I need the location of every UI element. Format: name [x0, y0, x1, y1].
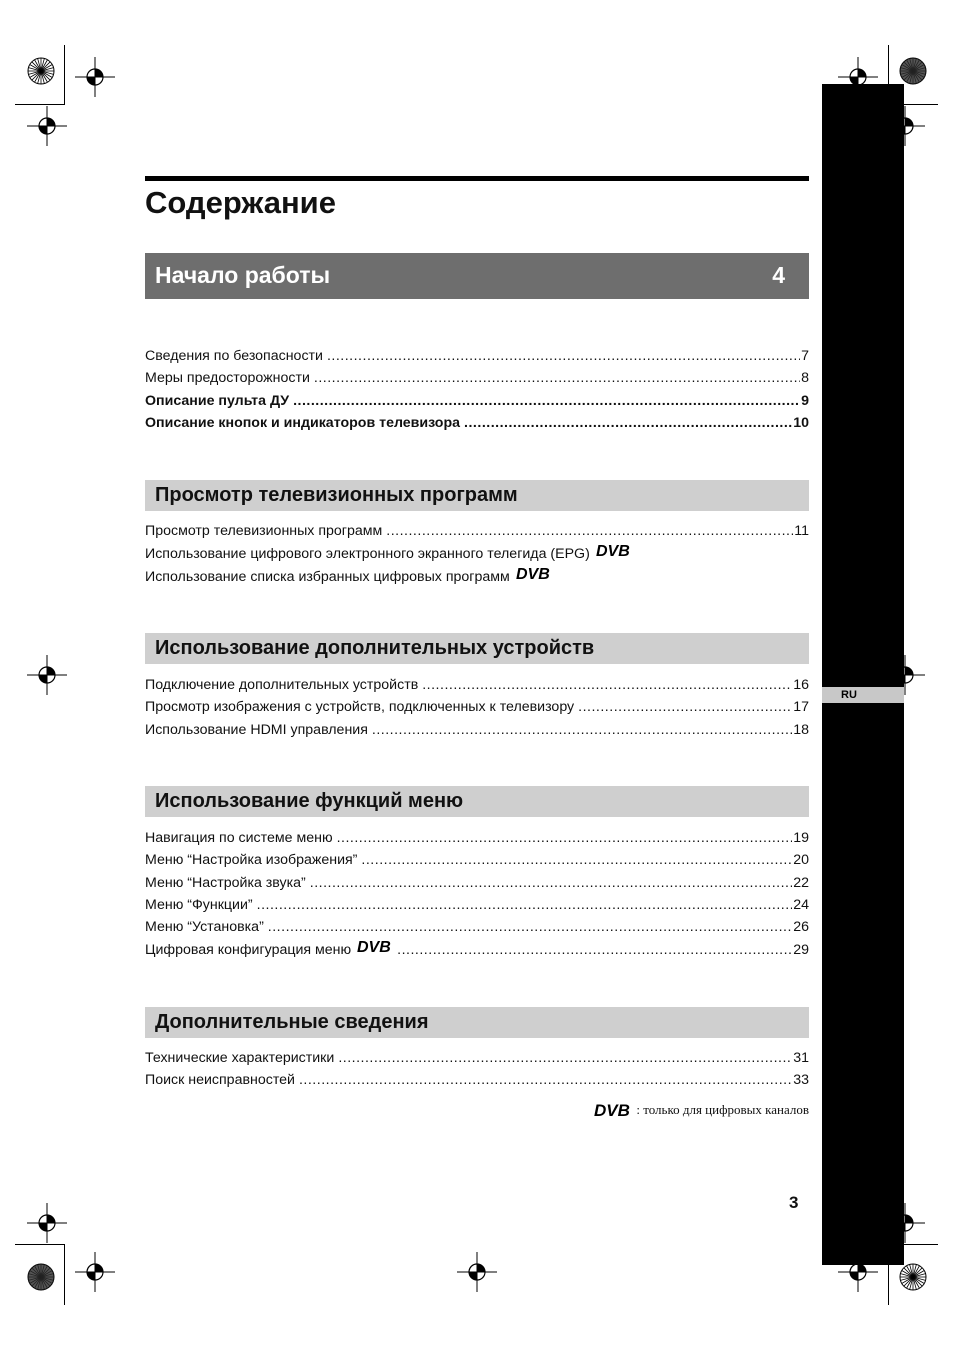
toc-entry[interactable]: Технические характеристики ..... 31 — [145, 1047, 809, 1069]
color-rosette-icon — [27, 57, 55, 85]
toc-list-additional-info — [145, 1047, 809, 1092]
toc-entry[interactable]: Просмотр телевизионных программ ..... 11 — [145, 520, 809, 542]
registration-mark-icon — [838, 57, 878, 97]
crop-line — [888, 45, 889, 105]
crop-line — [15, 1244, 65, 1245]
toc-entry[interactable]: Меню “Установка” ..... 26 — [145, 916, 809, 938]
svg-text:DVB: DVB — [595, 543, 630, 559]
toc-entry[interactable]: Использование списка избранных цифровых программ DVB — [145, 565, 809, 587]
dvb-footnote — [594, 1101, 809, 1118]
svg-text:DVB: DVB — [594, 1101, 631, 1118]
registration-mark-icon — [885, 1203, 925, 1243]
crop-line — [15, 104, 65, 105]
registration-mark-icon — [885, 655, 925, 695]
toc-entry[interactable]: Использование HDMI управления ..... 18 — [145, 719, 809, 741]
dvb-logo-icon — [594, 1101, 632, 1118]
toc-entry[interactable]: Описание пульта ДУ ..... 9 — [145, 390, 809, 412]
dvb-logo-icon — [596, 542, 632, 558]
registration-mark-icon — [27, 106, 67, 146]
section-additional-info[interactable] — [145, 1007, 809, 1038]
section-optional-equipment[interactable] — [145, 633, 809, 664]
toc-list-getting-started — [145, 345, 809, 434]
toc-list-menu-functions — [145, 827, 809, 961]
section-title: Использование функций меню — [155, 790, 464, 812]
crop-line — [878, 1244, 938, 1245]
toc-entry[interactable]: Использование цифрового электронного экранного телегида (EPG) DVB — [145, 542, 809, 564]
toc-entry[interactable]: Меню “Настройка изображения” ..... 20 — [145, 849, 809, 871]
svg-text:DVB: DVB — [357, 939, 391, 955]
crop-line — [64, 1245, 65, 1305]
footnote-text: : только для цифровых каналов — [636, 1101, 809, 1117]
color-rosette-icon — [27, 1263, 55, 1291]
toc-list-watching-tv — [145, 520, 809, 587]
section-title: Дополнительные сведения — [155, 1011, 429, 1033]
toc-list-optional-equipment — [145, 674, 809, 741]
toc-entry[interactable]: Поиск неисправностей ..... 33 — [145, 1069, 809, 1091]
title-rule — [145, 176, 809, 181]
svg-text:DVB: DVB — [515, 565, 550, 581]
color-rosette-icon — [899, 1263, 927, 1291]
page-title: Содержание — [145, 185, 336, 220]
toc-entry[interactable]: Меню “Функции” ..... 24 — [145, 894, 809, 916]
crop-line — [888, 1245, 889, 1305]
registration-mark-icon — [75, 57, 115, 97]
toc-entry[interactable]: Меры предосторожности ..... 8 — [145, 367, 809, 389]
color-rosette-icon — [899, 57, 927, 85]
dvb-logo-icon — [357, 938, 393, 954]
section-menu-functions[interactable] — [145, 786, 809, 817]
section-title: Использование дополнительных устройств — [155, 637, 595, 659]
toc-entry[interactable]: Меню “Настройка звука” ..... 22 — [145, 872, 809, 894]
toc-entry[interactable]: Навигация по системе меню ..... 19 — [145, 827, 809, 849]
toc-entry[interactable]: Подключение дополнительных устройств ..... 16 — [145, 674, 809, 696]
toc-entry[interactable]: Сведения по безопасности ..... 7 — [145, 345, 809, 367]
crop-line — [64, 45, 65, 105]
registration-mark-icon — [885, 106, 925, 146]
toc-entry[interactable]: Описание кнопок и индикаторов телевизора ..... 10 — [145, 412, 809, 434]
registration-mark-icon — [75, 1252, 115, 1292]
language-tab: RU — [822, 687, 904, 703]
section-title: Просмотр телевизионных программ — [155, 484, 518, 506]
registration-mark-icon — [27, 655, 67, 695]
crop-line — [878, 104, 938, 105]
toc-entry[interactable]: Просмотр изображения с устройств, подключенных к телевизору ..... 17 — [145, 696, 809, 718]
section-getting-started[interactable] — [145, 253, 809, 299]
registration-mark-icon — [27, 1203, 67, 1243]
section-page: 4 — [772, 262, 785, 288]
toc-entry[interactable]: Цифровая конфигурация меню DVB ..... 29 — [145, 938, 809, 960]
dvb-logo-icon — [516, 565, 552, 581]
registration-mark-icon — [838, 1252, 878, 1292]
page-number: 3 — [789, 1193, 799, 1212]
section-title: Начало работы — [155, 262, 331, 288]
section-watching-tv[interactable] — [145, 480, 809, 511]
registration-mark-icon — [457, 1252, 497, 1292]
